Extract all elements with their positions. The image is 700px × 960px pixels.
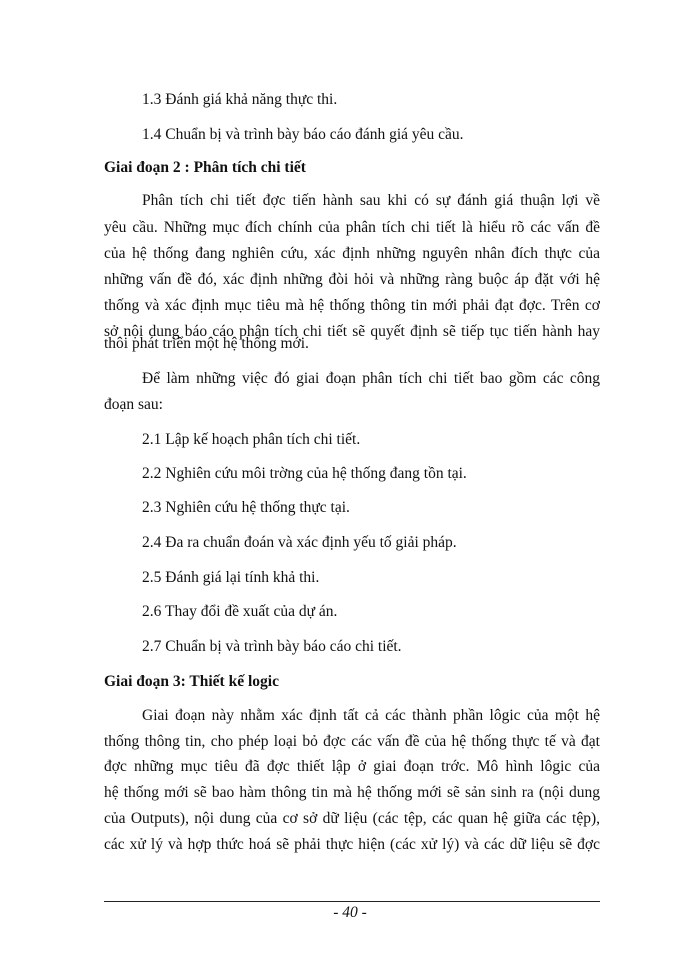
list-item: 2.7 Chuẩn bị và trình bày báo cáo chi tiết. — [142, 638, 402, 655]
footer-divider — [104, 901, 600, 902]
paragraph-line: hệ thống mới sẽ bao hàm thông tin mà hệ thống mới sẽ sản sinh ra (nội dung — [104, 784, 600, 801]
paragraph-line: Giai đoạn này nhằm xác định tất cả các thành phần lôgic của một hệ — [142, 707, 600, 724]
list-item: 2.6 Thay đổi đề xuất của dự án. — [142, 603, 338, 620]
paragraph-line: yêu cầu. Những mục đích chính của phân tích chi tiết là hiểu rõ các vấn đề — [104, 219, 600, 236]
paragraph-line: Phân tích chi tiết đợc tiến hành sau khi có sự đánh giá thuận lợi về — [142, 192, 600, 209]
list-item: 1.3 Đánh giá khả năng thực thi. — [142, 91, 338, 108]
paragraph-line: đợc những mục tiêu đã đợc thiết lập ở giai đoạn trớc. Mô hình lôgic của — [104, 758, 600, 775]
paragraph-line: Để làm những việc đó giai đoạn phân tích chi tiết bao gồm các công — [142, 370, 600, 387]
list-item: 1.4 Chuẩn bị và trình bày báo cáo đánh giá yêu cầu. — [142, 126, 464, 143]
page-number: - 40 - — [333, 904, 367, 921]
list-item: 2.5 Đánh giá lại tính khả thi. — [142, 569, 320, 586]
paragraph-line: sở nội dung báo cáo phân tích chi tiết sẽ quyết định sẽ tiếp tục tiến hành hay — [104, 323, 600, 340]
paragraph-line: những vấn đề đó, xác định những đòi hỏi và những ràng buộc áp đặt với hệ — [104, 271, 600, 288]
paragraph-line: thống và xác định mục tiêu mà hệ thống thông tin mới phải đạt đợc. Trên cơ — [104, 297, 600, 314]
paragraph-line: thống thông tin, cho phép loại bỏ đợc các vấn đề của hệ thống thực tế và đạt — [104, 733, 600, 750]
list-item: 2.4 Đa ra chuẩn đoán và xác định yếu tố giải pháp. — [142, 534, 457, 551]
paragraph-line: thôi phát triển một hệ thống mới. — [104, 335, 309, 352]
section-heading-phase-2: Giai đoạn 2 : Phân tích chi tiết — [104, 159, 306, 176]
list-item: 2.3 Nghiên cứu hệ thống thực tại. — [142, 499, 350, 516]
paragraph-line: đoạn sau: — [104, 396, 163, 413]
section-heading-phase-3: Giai đoạn 3: Thiết kế logic — [104, 673, 279, 690]
list-item: 2.2 Nghiên cứu môi trờng của hệ thống đang tồn tại. — [142, 465, 467, 482]
paragraph-line: của Outputs), nội dung của cơ sở dữ liệu (các tệp, các quan hệ giữa các tệp), — [104, 810, 600, 827]
list-item: 2.1 Lập kế hoạch phân tích chi tiết. — [142, 431, 361, 448]
paragraph-line: các xử lý và hợp thức hoá sẽ phải thực hiện (các xử lý) và các dữ liệu sẽ đợc — [104, 836, 600, 853]
paragraph-line: của hệ thống đang nghiên cứu, xác định những nguyên nhân đích thực của — [104, 245, 600, 262]
